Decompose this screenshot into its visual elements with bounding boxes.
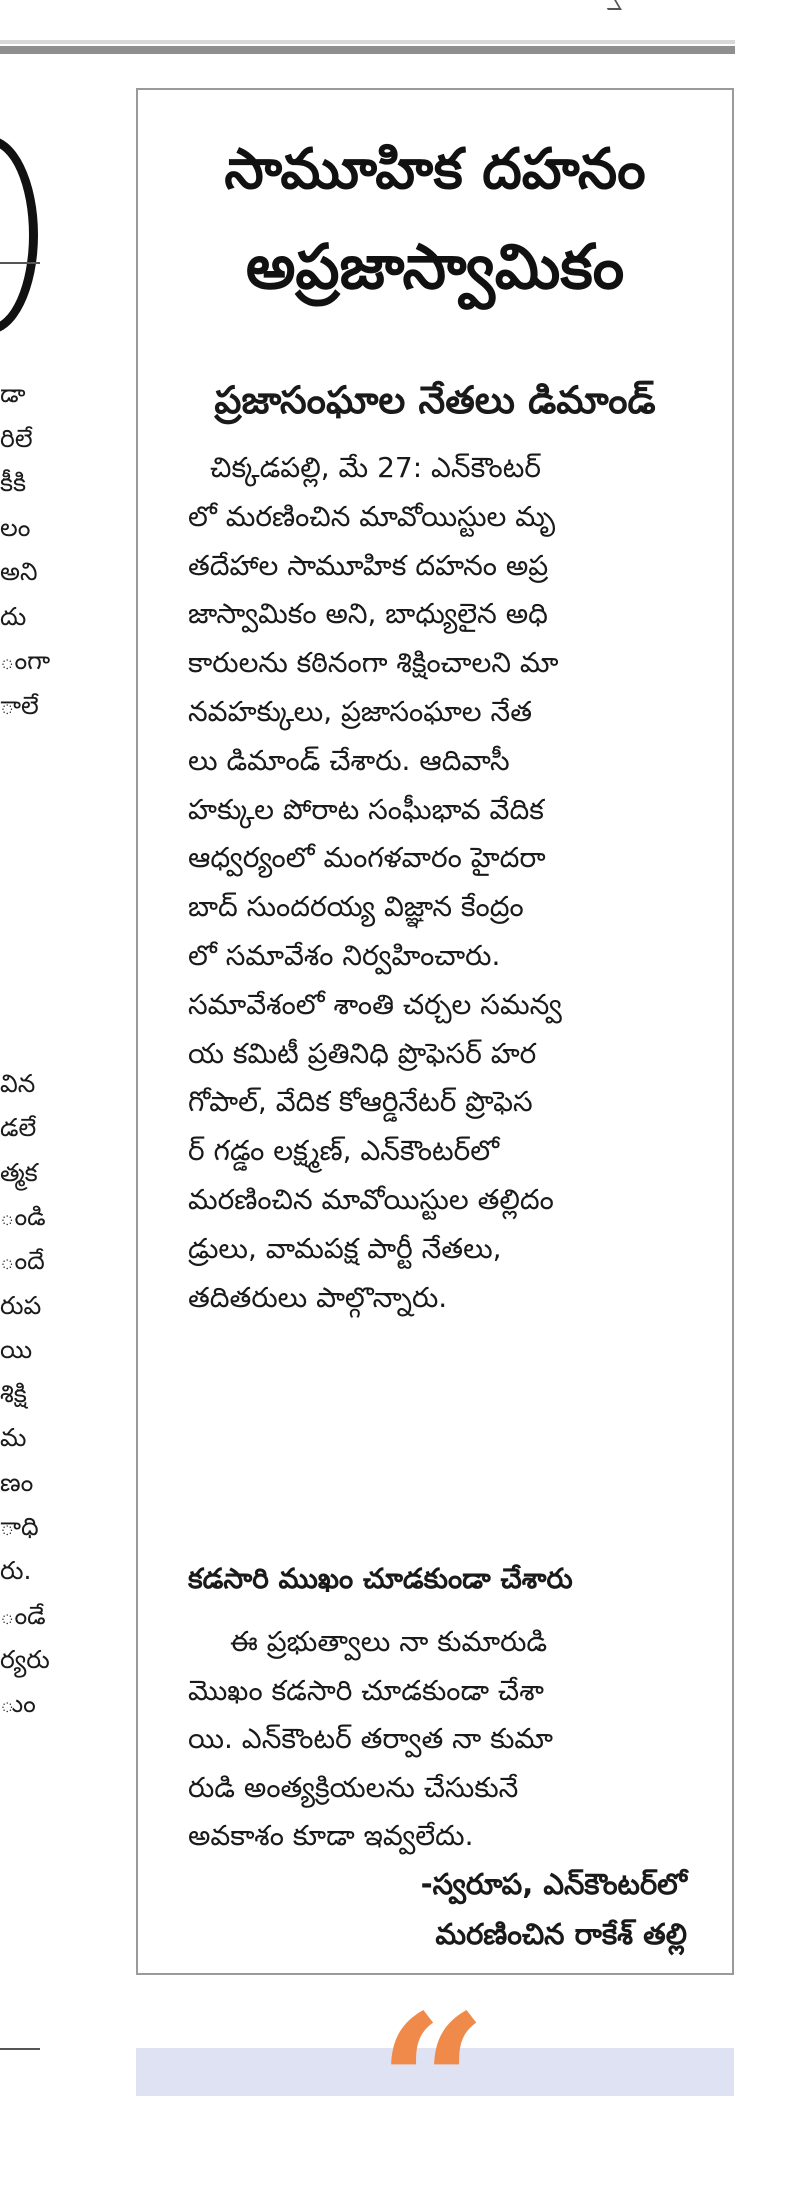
adjacent-text-fragment: ుం [0, 1689, 36, 1719]
quote-body-line: మొఖం కడసారి చూడకుండా చేశా [188, 1673, 544, 1707]
article-body-line: లు డిమాండ్ చేశారు. ఆదివాసీ [188, 743, 510, 777]
attribution-name: -స్వరూప, ఎన్‌కౌంటర్‌లో [420, 1867, 687, 1901]
article-body-line: డ్రులు, వామపక్ష పార్టీ నేతలు, [188, 1231, 502, 1265]
adjacent-text-fragment: యి [0, 1334, 33, 1364]
adjacent-column-fragment [0, 56, 70, 2056]
adjacent-text-fragment: శిక్షి [0, 1379, 27, 1409]
adjacent-text-fragment: త్మక [0, 1157, 38, 1187]
article-body [188, 444, 708, 1322]
article-body-line: సమావేశంలో శాంతి చర్చల సమన్వ [188, 987, 562, 1021]
quote-body-line: అవకాశం కూడా ఇవ్వలేదు. [188, 1819, 474, 1852]
article-body-line: జాస్వామికం అని, బాధ్యులైన అధి [188, 597, 548, 631]
adjacent-text-fragment: ణం [0, 1467, 34, 1497]
adjacent-text-fragment: ాలే [0, 690, 39, 720]
article-body-line: ఆధ్వర్యంలో మంగళవారం హైదరా [188, 841, 546, 875]
adjacent-text-fragment: ండి [0, 1201, 46, 1231]
quote-body [188, 1618, 708, 1861]
adjacent-text-fragment: దు [0, 601, 27, 631]
adjacent-text-fragment: రుప [0, 1290, 42, 1320]
adjacent-text-fragment: మ [0, 1423, 27, 1453]
adjacent-graphic-fragment [0, 136, 38, 334]
article-body-line: తదితరులు పాల్గొన్నారు. [188, 1280, 448, 1314]
adjacent-rule [0, 262, 40, 264]
attribution-relation: మరణించిన రాకేశ్ తల్లి [435, 1917, 687, 1951]
headline-line-2: అప్రజాస్వామికం [245, 230, 625, 303]
adjacent-text-fragment: రు. [0, 1556, 32, 1586]
article-box [136, 88, 734, 1975]
adjacent-text-fragment: ండే [0, 1600, 46, 1630]
adjacent-text-fragment: కీకి [0, 468, 27, 497]
adjacent-text-fragment: ర్యరు [0, 1644, 50, 1674]
adjacent-text-fragment: రిలే [0, 423, 33, 453]
adjacent-text-fragment: ందే [0, 1246, 45, 1276]
article-body-line: చిక్కడపల్లి, మే 27: ఎన్‌కౌంటర్ [210, 451, 541, 484]
article-body-line: గోపాల్, వేదిక కోఆర్డినేటర్ ప్రొఫెస [188, 1085, 533, 1119]
quote-body-line: యి. ఎన్‌కౌంటర్ తర్వాత నా కుమా [188, 1722, 554, 1755]
article-body-line: లో సమావేశం నిర్వహించారు. [188, 938, 501, 972]
quote-mark-icon: “ [378, 1973, 488, 2196]
adjacent-text-fragment: డలే [0, 1113, 37, 1143]
article-body-line: కారులను కఠినంగా శిక్షించాలని మా [188, 646, 559, 680]
top-divider-rule [0, 40, 735, 54]
section-heading: కడసారి ముఖం చూడకుండా చేశారు [188, 1562, 573, 1595]
adjacent-bottom-rule [0, 2048, 40, 2050]
article-body-line: మరణించిన మావోయిస్టుల తల్లిదం [188, 1182, 554, 1216]
adjacent-text-fragment: ంగా [0, 646, 51, 675]
article-body-line: హక్కుల పోరాట సంఘీభావ వేదిక [188, 792, 544, 826]
article-body-line: య కమిటీ ప్రతినిధి ప్రొఫెసర్ హర [188, 1036, 537, 1070]
headline-line-1: సామూహిక దహనం [224, 137, 646, 202]
article-body-line: నవహక్కులు, ప్రజాసంఘాల నేత [188, 694, 532, 728]
adjacent-text-fragment: అని [0, 557, 38, 586]
quote-body-line: ఈ ప్రభుత్వాలు నా కుమారుడి [230, 1625, 548, 1658]
adjacent-text-fragment: డా [0, 379, 26, 408]
article-body-line: తదేహాల సామూహిక దహనం అప్ర [188, 548, 549, 582]
quote-body-line: రుడి అంత్యక్రియలను చేసుకునే [188, 1770, 519, 1804]
corner-mark [602, 0, 622, 10]
adjacent-text-fragment: లం [0, 512, 31, 542]
article-body-line: బాద్ సుందరయ్య విజ్ఞాన కేంద్రం [188, 890, 524, 924]
adjacent-text-fragment: విన [0, 1069, 36, 1098]
adjacent-text-fragment: ాధి [0, 1512, 39, 1541]
article-body-line: ర్ గడ్డం లక్ష్మణ్, ఎన్‌కౌంటర్‌లో [188, 1134, 500, 1168]
subheadline: ప్రజాసంఘాల నేతలు డిమాండ్ [214, 378, 656, 422]
article-body-line: లో మరణించిన మావోయిస్టుల మృ [188, 499, 556, 533]
